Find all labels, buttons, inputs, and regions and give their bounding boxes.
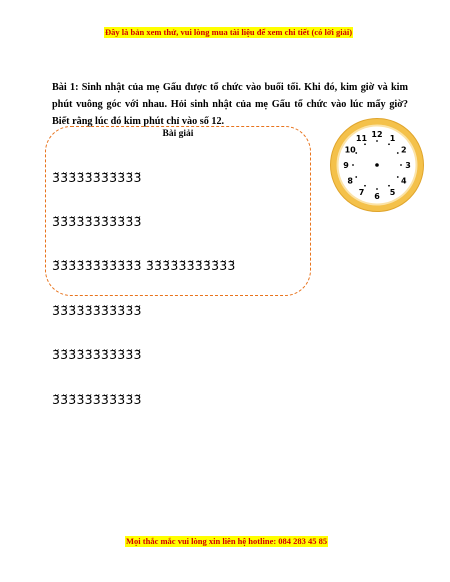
- preview-notice-banner: Đây là bản xem thử, vui lòng mua tài liệu để xem chi tiết (có lời giải): [105, 27, 353, 37]
- answer-line: 3̆3̆3̆3̆3̆3̆3̆3̆3̆3̆3̆: [52, 302, 142, 318]
- clock-numeral: 8: [347, 176, 353, 186]
- clock-numeral: 9: [343, 161, 349, 170]
- answer-line: 3̆3̆3̆3̆3̆3̆3̆3̆3̆3̆3̆: [52, 213, 142, 229]
- clock-numeral: 4: [401, 176, 407, 186]
- clock-center-dot: [375, 163, 379, 167]
- clock-numeral: 2: [401, 145, 407, 155]
- clock-numeral: 7: [358, 187, 365, 197]
- answer-line: 3̆3̆3̆3̆3̆3̆3̆3̆3̆3̆3̆: [52, 347, 142, 363]
- clock-illustration: [329, 117, 425, 213]
- clock-tick-dot: [355, 176, 357, 178]
- clock-tick-dot: [400, 164, 402, 166]
- clock-tick-dot: [352, 164, 354, 166]
- clock-tick-dot: [376, 140, 378, 142]
- answer-box: [45, 126, 311, 407]
- problem-statement: Bài 1: Sinh nhật của mẹ Gấu được tổ chức vào buổi tối. Khi đó, kim giờ và kim phút vuông góc với nhau. Hỏi sinh nhật của mẹ Gấu tổ chức vào lúc mấy giờ? Biết rằng lúc đó kim phút chỉ vào số 12.: [52, 82, 408, 127]
- clock-tick-dot: [376, 188, 378, 190]
- clock-tick-dot: [388, 185, 390, 187]
- answer-line: 3̆3̆3̆3̆3̆3̆3̆3̆3̆3̆3̆: [52, 169, 142, 185]
- clock-tick-dot: [364, 143, 366, 145]
- clock-numeral: 5: [389, 187, 396, 197]
- clock-tick-dot: [397, 152, 399, 154]
- clock-numeral: 10: [344, 145, 356, 155]
- answer-title: Bài giải: [162, 129, 194, 139]
- answer-lines: [52, 141, 236, 437]
- clock-numeral: 3: [405, 161, 411, 170]
- clock-numeral: 1: [389, 134, 396, 144]
- clock-tick-dot: [355, 152, 357, 154]
- clock-tick-dot: [397, 176, 399, 178]
- answer-line: 3̆3̆3̆3̆3̆3̆3̆3̆3̆3̆3̆: [52, 391, 142, 407]
- answer-line: 3̆3̆3̆3̆3̆3̆3̆3̆3̆3̆3̆ 3̆3̆3̆3̆3̆3̆3̆3̆3̆3̆3̆: [52, 258, 236, 274]
- clock-tick-dot: [388, 143, 390, 145]
- clock-numeral: 11: [355, 134, 368, 144]
- clock-tick-dot: [364, 185, 366, 187]
- clock-numeral: 12: [371, 130, 383, 139]
- clock-numeral: 6: [374, 192, 380, 201]
- hotline-banner: Mọi thắc mắc vui lòng xin liên hệ hotline: 084 283 45 85: [126, 536, 328, 546]
